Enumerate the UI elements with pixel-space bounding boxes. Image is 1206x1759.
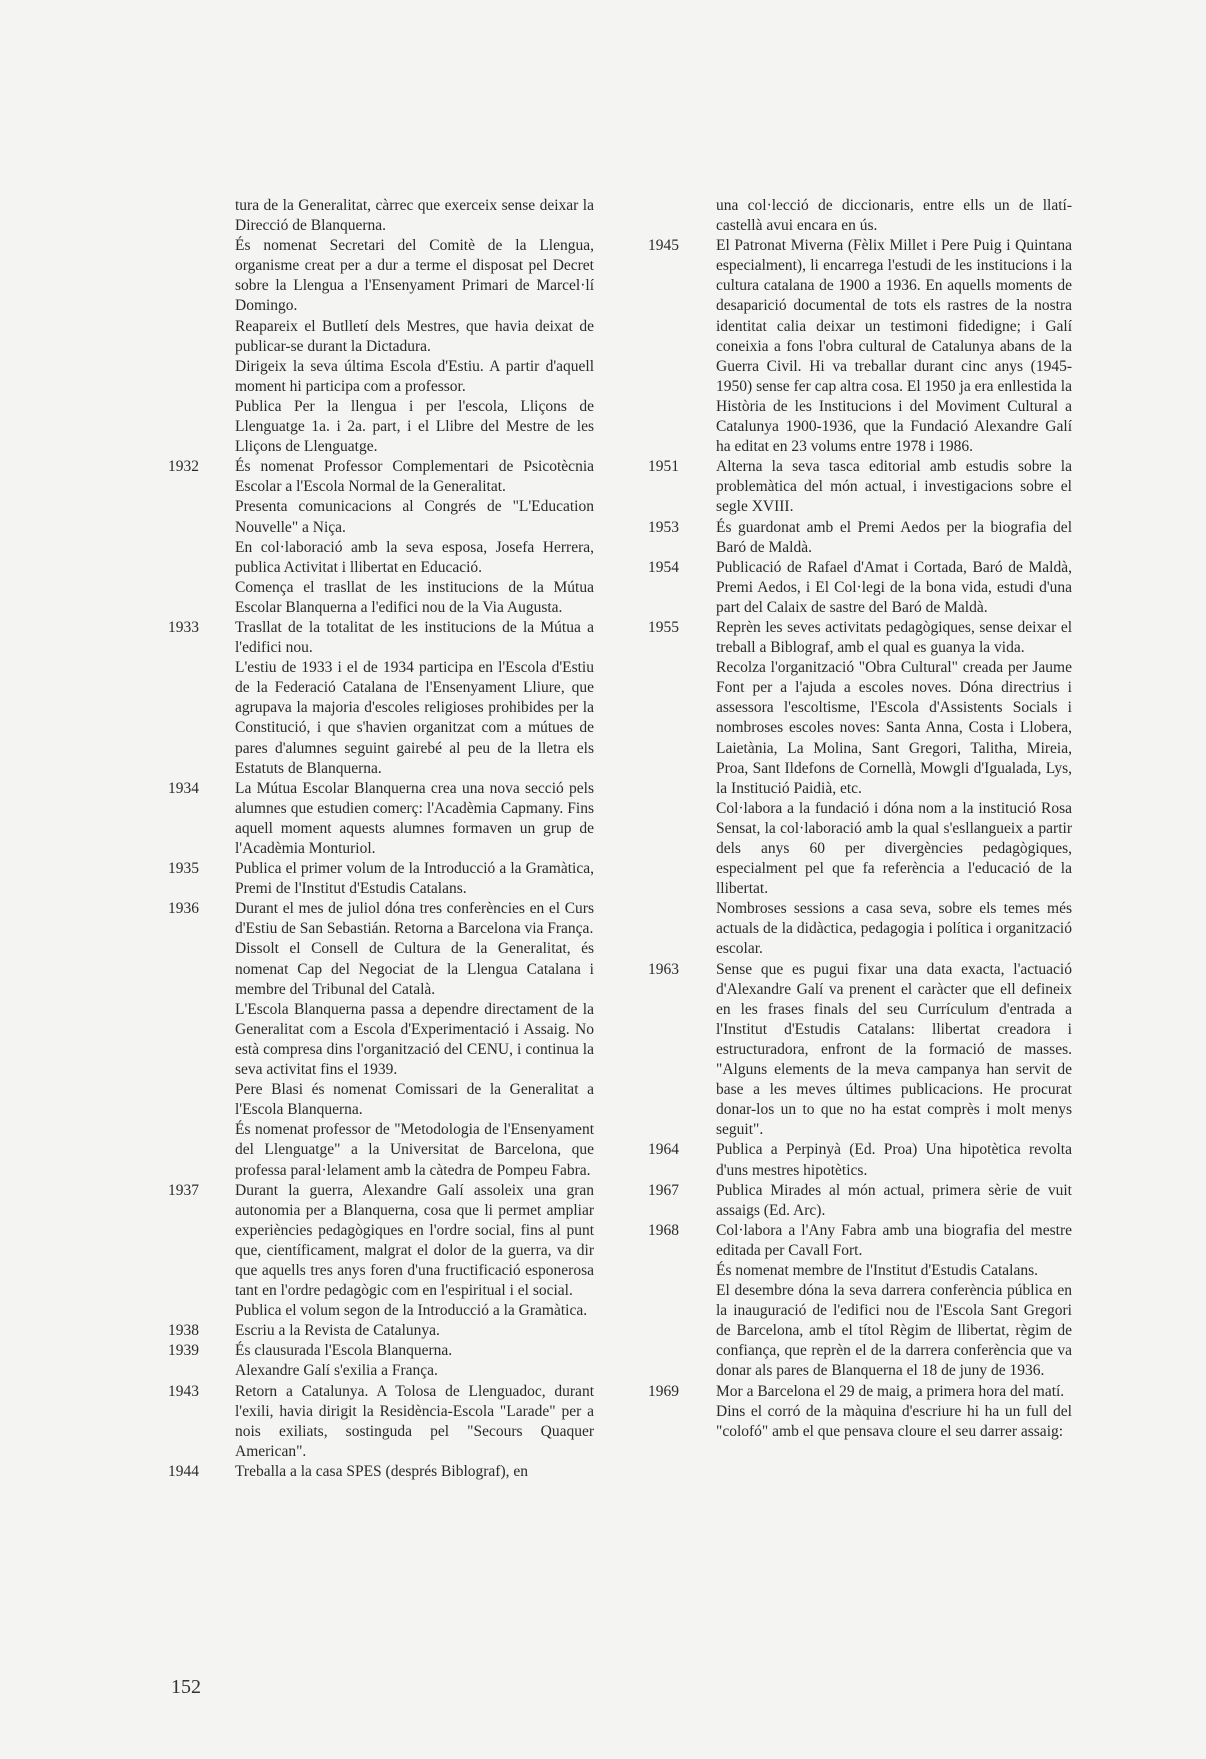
entry-text <box>716 236 1072 457</box>
entry-paragraph: És guardonat amb el Premi Aedos per la biografia del Baró de Maldà. <box>716 518 1072 556</box>
chronology-entry <box>168 196 594 457</box>
chronology-entry <box>168 1181 594 1322</box>
chronology-entry <box>648 236 1072 457</box>
entry-year: 1933 <box>168 618 199 636</box>
entry-year: 1953 <box>648 518 679 536</box>
entry-text <box>716 1140 1072 1180</box>
entry-paragraph: Alexandre Galí s'exilia a França. <box>235 1362 438 1380</box>
entry-paragraph: Dissolt el Consell de Cultura de la Generalitat, és nomenat Cap del Negociat de la Llengua Catalana i membre del Tribunal del Català. <box>235 940 594 998</box>
entry-paragraph: El Patronat Miverna (Fèlix Millet i Pere Puig i Quintana especialment), li encarrega l'estudi de les institucions i la cultura catalana de 1900 a 1936. En aquells moments de desaparició documental de tots els rastres de la nostra identitat calia deixar un testimoni fidedigne; i Galí coneixia a fons l'obra cultural de Catalunya abans de la Guerra Civil. Hi va treballar durant cinc anys (1945-1950) sense fer cap altra cosa. El 1950 ja era enllestida la Història de les Institucions i del Moviment Cultural a Catalunya 1900-1936, que la Fundació Alexandre Galí ha editat en 23 volums entre 1978 i 1986. <box>716 237 1072 456</box>
entry-text <box>235 1382 594 1462</box>
entry-year: 1944 <box>168 1462 199 1480</box>
chronology-entry <box>168 859 594 899</box>
chronology-entry <box>648 1382 1072 1442</box>
entry-year: 1964 <box>648 1141 679 1159</box>
entry-year: 1934 <box>168 779 199 797</box>
chronology-entry <box>648 1181 1072 1221</box>
entry-paragraph: Col·labora a l'Any Fabra amb una biografia del mestre editada per Cavall Fort. <box>716 1221 1072 1259</box>
chronology-entry <box>648 1221 1072 1382</box>
entry-year: 1935 <box>168 860 199 878</box>
entry-paragraph: En col·laboració amb la seva esposa, Josefa Herrera, publica Activitat i llibertat en Educació. <box>235 538 594 576</box>
entry-paragraph: Publica el volum segon de la Introducció a la Gramàtica. <box>235 1302 588 1320</box>
entry-year: 1937 <box>168 1181 199 1199</box>
chronology-entry <box>168 1321 594 1341</box>
entry-paragraph: Recolza l'organització "Obra Cultural" creada per Jaume Font per a l'ajuda a escoles noves. Dóna directrius i assessora l'escoltisme, l'Escola d'Assistents Socials i nombroses escoles noves: Santa Anna, Costa i Llobera, Laietània, La Molina, Sant Gregori, Talitha, Mireia, Proa, Sant Ildefons de Cornellà, Mowgli d'Igualada, Lys, la Institució Paidià, etc. <box>716 659 1072 797</box>
chronology-entry <box>168 779 594 859</box>
entry-year: 1954 <box>648 558 679 576</box>
entry-text <box>716 518 1072 558</box>
entry-year: 1939 <box>168 1342 199 1360</box>
entry-paragraph: Pere Blasi és nomenat Comissari de la Generalitat a l'Escola Blanquerna. <box>235 1081 594 1119</box>
entry-text <box>235 1181 594 1322</box>
entry-paragraph: L'Escola Blanquerna passa a dependre directament de la Generalitat com a Escola d'Experimentació i Assaig. No està compresa dins l'organització del CENU, i continua la seva activitat fins el 1939. <box>235 1000 594 1079</box>
entry-paragraph: Publicació de Rafael d'Amat i Cortada, Baró de Maldà, Premi Aedos, i El Col·legi de la bona vida, estudi d'una part del Calaix de sastre del Baró de Maldà. <box>716 558 1072 616</box>
entry-paragraph: Durant la guerra, Alexandre Galí assoleix una gran autonomia per a Blanquerna, cosa que li permet ampliar experiències pedagògiques en l'ordre social, fins al punt que, científicament, malgrat el dolor de la guerra, va dir que aquells tres anys foren d'una fructificació esponerosa tant en l'ordre pedagògic com en l'espiritual i el social. <box>235 1181 594 1300</box>
entry-text <box>716 457 1072 517</box>
entry-paragraph: Publica a Perpinyà (Ed. Proa) Una hipotètica revolta d'uns mestres hipotètics. <box>716 1141 1072 1179</box>
entry-paragraph: Trasllat de la totalitat de les institucions de la Mútua a l'edifici nou. <box>235 618 594 657</box>
entry-paragraph: És nomenat Secretari del Comitè de la Llengua, organisme creat per a dur a terme el disposat pel Decret sobre la Llengua a l'Ensenyament Primari de Marcel·lí Domingo. <box>235 237 594 315</box>
entry-year: 1951 <box>648 458 679 476</box>
entry-year: 1955 <box>648 618 679 636</box>
chronology-entry <box>168 899 594 1180</box>
entry-text <box>235 196 594 457</box>
entry-text <box>235 1462 594 1482</box>
entry-year: 1969 <box>648 1382 679 1400</box>
chronology-entry <box>648 196 1072 236</box>
chronology-entry <box>648 457 1072 517</box>
entry-paragraph: tura de la Generalitat, càrrec que exerceix sense deixar la Direcció de Blanquerna. <box>235 197 594 235</box>
entry-text <box>716 558 1072 618</box>
entry-paragraph: Treballa a la casa SPES (després Biblograf), en <box>235 1462 528 1480</box>
entry-text <box>235 457 594 618</box>
entry-paragraph: Nombroses sessions a casa seva, sobre els temes més actuals de la didàctica, pedagogia i política i organització escolar. <box>716 900 1072 958</box>
entry-paragraph: Alterna la seva tasca editorial amb estudis sobre la problemàtica del món actual, i investigacions sobre el segle XVIII. <box>716 458 1072 516</box>
entry-paragraph: Sense que es pugui fixar una data exacta, l'actuació d'Alexandre Galí va prenent el caràcter que ell defineix en les frases finals del seu Currículum d'entrada a l'Institut d'Estudis Catalans: llibertat creadora i estructuradora, enfront de la formació de masses. "Alguns elements de la meva campanya han servit de base a les meves últimes publicacions. He procurat donar-los un to que no ha estat comprès i molt menys seguit". <box>716 960 1072 1139</box>
entry-text <box>716 1181 1072 1221</box>
entry-text <box>716 1382 1072 1442</box>
entry-paragraph: Publica el primer volum de la Introducció a la Gramàtica, Premi de l'Institut d'Estudis Catalans. <box>235 860 594 898</box>
entry-year: 1936 <box>168 900 199 918</box>
chronology-entry <box>168 1382 594 1462</box>
entry-paragraph: L'estiu de 1933 i el de 1934 participa en l'Escola d'Estiu de la Federació Catalana de l'Ensenyament Lliure, que agrupava la majoria d'escoles religioses prohibides per la Constitució, i que s'havien organitzat com a mútues de pares d'alumnes seguint gairebé al peu de la lletra els Estatuts de Blanquerna. <box>235 659 594 777</box>
entry-paragraph: Dins el corró de la màquina d'escriure hi ha un full del "colofó" amb el que pensava cloure el seu darrer assaig: <box>716 1402 1072 1440</box>
entry-year: 1938 <box>168 1322 199 1340</box>
entry-text <box>716 1221 1072 1382</box>
entry-text <box>235 1341 594 1381</box>
chronology-entry <box>648 1140 1072 1180</box>
left-column <box>168 196 594 1482</box>
entry-year: 1945 <box>648 237 679 255</box>
entry-text <box>716 196 1072 236</box>
entry-paragraph: El desembre dóna la seva darrera conferència pública en la inauguració de l'edifici nou de l'Escola Sant Gregori de Barcelona, amb el títol Règim de llibertat, règim de confiança, que reprèn el de la darrera conferència que va donar als pares de Blanquerna el 18 de juny de 1936. <box>716 1282 1072 1380</box>
entry-paragraph: Reprèn les seves activitats pedagògiques, sense deixar el treball a Biblograf, amb el qual es guanya la vida. <box>716 618 1072 657</box>
entry-paragraph: Publica Mirades al món actual, primera sèrie de vuit assaigs (Ed. Arc). <box>716 1181 1072 1219</box>
right-column <box>648 196 1072 1442</box>
entry-paragraph: És nomenat Professor Complementari de Psicotècnia Escolar a l'Escola Normal de la Generalitat. <box>235 458 594 496</box>
chronology-entry <box>168 618 594 779</box>
chronology-entry <box>648 618 1072 960</box>
entry-paragraph: És nomenat membre de l'Institut d'Estudis Catalans. <box>716 1261 1038 1279</box>
chronology-entry <box>648 960 1072 1141</box>
entry-paragraph: una col·lecció de diccionaris, entre ells un de llatí-castellà avui encara en ús. <box>716 197 1072 235</box>
chronology-entry <box>168 1341 594 1381</box>
entry-year: 1967 <box>648 1181 679 1199</box>
entry-text <box>235 779 594 859</box>
entry-year: 1932 <box>168 458 199 476</box>
entry-paragraph: És clausurada l'Escola Blanquerna. <box>235 1342 453 1360</box>
entry-text <box>235 1321 594 1341</box>
chronology-entry <box>648 518 1072 558</box>
entry-paragraph: Durant el mes de juliol dóna tres conferències en el Curs d'Estiu de San Sebastián. Retorna a Barcelona via França. <box>235 900 594 938</box>
entry-paragraph: Presenta comunicacions al Congrés de "L'Education Nouvelle" a Niça. <box>235 498 594 536</box>
entry-text <box>235 859 594 899</box>
entry-paragraph: Col·labora a la fundació i dóna nom a la institució Rosa Sensat, la col·laboració amb la qual s'esllangueix a partir dels anys 60 per divergències pedagògiques, especialment pel que fa referència a l'educació de la llibertat. <box>716 799 1072 898</box>
entry-year <box>648 196 716 236</box>
entry-paragraph: Mor a Barcelona el 29 de maig, a primera hora del matí. <box>716 1382 1065 1400</box>
entry-year <box>168 196 235 457</box>
page-number: 152 <box>171 1676 201 1698</box>
entry-year: 1943 <box>168 1382 199 1400</box>
entry-paragraph: Comença el trasllat de les institucions de la Mútua Escolar Blanquerna a l'edifici nou de la Via Augusta. <box>235 578 594 616</box>
chronology-entry <box>168 1462 594 1482</box>
entry-paragraph: Publica Per la llengua i per l'escola, Lliçons de Llenguatge 1a. i 2a. part, i el Llibre del Mestre de les Lliçons de Llenguatge. <box>235 397 594 456</box>
entry-paragraph: Escriu a la Revista de Catalunya. <box>235 1322 440 1340</box>
entry-paragraph: Reapareix el Butlletí dels Mestres, que havia deixat de publicar-se durant la Dictadura. <box>235 317 594 355</box>
entry-year: 1968 <box>648 1221 679 1239</box>
chronology-entry <box>168 457 594 618</box>
entry-year: 1963 <box>648 960 679 978</box>
entry-text <box>716 618 1072 960</box>
entry-paragraph: La Mútua Escolar Blanquerna crea una nova secció pels alumnes que estudien comerç: l'Acadèmia Capmany. Fins aquell moment aquests alumnes formaven un grup de l'Acadèmia Monturiol. <box>235 779 594 857</box>
chronology-entry <box>648 558 1072 618</box>
entry-paragraph: Retorn a Catalunya. A Tolosa de Llenguadoc, durant l'exili, havia dirigit la Residència-Escola "Larade" per a nois exiliats, sostinguda pel "Secours Quaquer American". <box>235 1382 594 1460</box>
entry-paragraph: Dirigeix la seva última Escola d'Estiu. A partir d'aquell moment hi participa com a professor. <box>235 357 594 395</box>
entry-text <box>716 960 1072 1141</box>
entry-text <box>235 618 594 779</box>
entry-paragraph: És nomenat professor de "Metodologia de l'Ensenyament del Llenguatge" a la Universitat de Barcelona, que professa paral·lelament amb la càtedra de Pompeu Fabra. <box>235 1121 594 1179</box>
entry-text <box>235 899 594 1180</box>
